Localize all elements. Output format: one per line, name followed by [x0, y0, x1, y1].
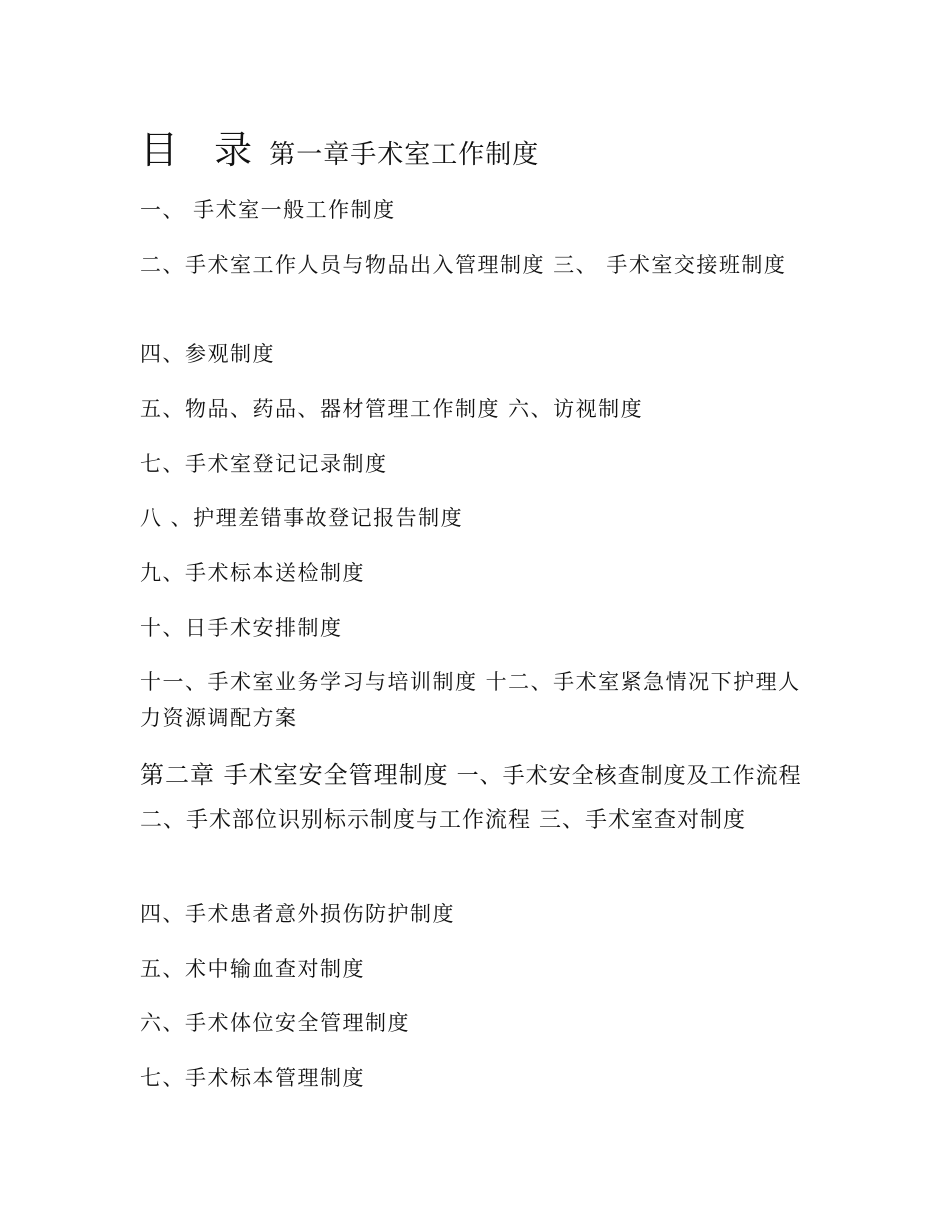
toc-entry: 五、物品、药品、器材管理工作制度 六、访视制度: [140, 397, 644, 421]
toc-entry: 十一、手术室业务学习与培训制度 十二、手术室紧急情况下护理人力资源调配方案: [140, 670, 801, 730]
toc-entry: 十、日手术安排制度: [140, 616, 343, 640]
toc-entry: 七、手术标本管理制度: [140, 1066, 365, 1090]
toc-entry: 一、 手术室一般工作制度: [140, 198, 396, 222]
toc-entry: 五、术中输血查对制度: [140, 957, 365, 981]
toc-entry: 六、手术体位安全管理制度: [140, 1011, 410, 1035]
chapter-2-entries: 一、手术安全核查制度及工作流程 二、手术部位识别标示制度与工作流程 三、手术室查对制度: [140, 764, 802, 833]
toc-entry: 二、手术室工作人员与物品出入管理制度 三、 手术室交接班制度: [140, 253, 787, 277]
toc-entry: 四、参观制度: [140, 342, 275, 366]
chapter-2-block: [140, 754, 820, 842]
toc-entry: 八 、护理差错事故登记报告制度: [140, 506, 464, 530]
toc-entry: 九、手术标本送检制度: [140, 561, 365, 585]
toc-title: 目 录: [140, 128, 265, 172]
chapter-1-title: 第一章手术室工作制度: [269, 140, 540, 170]
toc-entry: 四、手术患者意外损伤防护制度: [140, 902, 455, 926]
toc-heading: [140, 124, 539, 184]
chapter-2-title: 第二章 手术室安全管理制度: [140, 761, 449, 789]
toc-entry: 七、手术室登记记录制度: [140, 452, 388, 476]
